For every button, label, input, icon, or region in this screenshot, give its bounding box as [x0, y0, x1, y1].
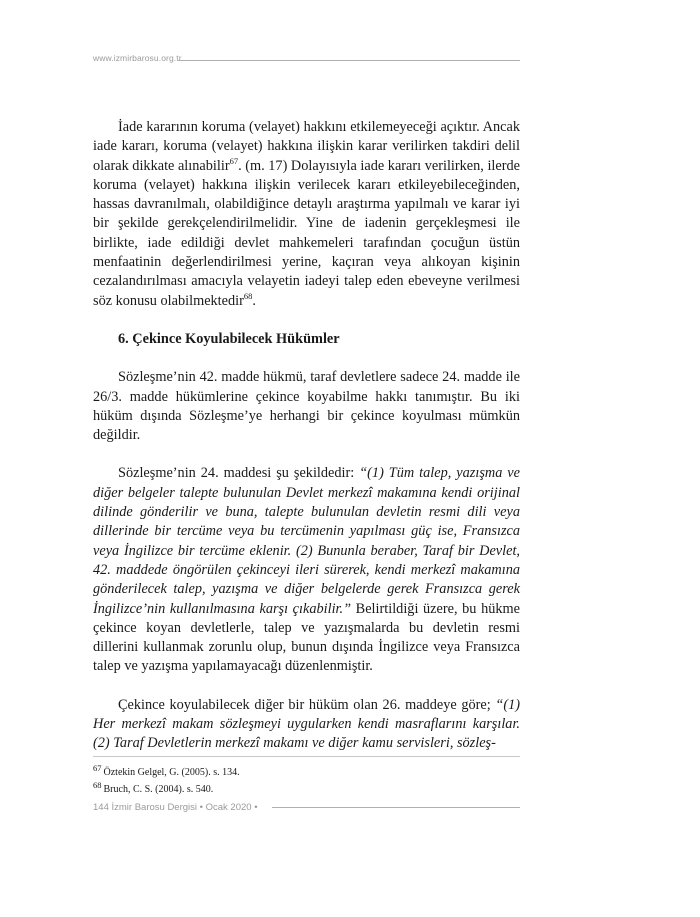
spacer [93, 445, 520, 464]
quoted-article-text: “(1) Tüm talep, yazışma ve diğer belgeler talepte bulunulan Devlet merkezî makamına kendi orijinal dilinde gönderilir ve buna, talepte bulunulan devletin resmi dili veya dillerinde bir tercüme veya bu tercümenin yapılması güç ise, Fransızca veya İngilizce bir tercüme eklenir. (2) Bununla beraber, Taraf bir Devlet, 42. maddede öngörülen çekinceyi ileri sürerek, kendi merkezî makamına gönderilecek talep, yazışma ve diğer belgelerde gerek Fransızca gerek İngilizce’nin kullanılmasına karşı çıkabilir.” [93, 465, 521, 617]
footer-divider [272, 807, 520, 808]
spacer [93, 349, 520, 368]
page-body [93, 118, 520, 754]
page-footer: 144 İzmir Barosu Dergisi • Ocak 2020 • [93, 802, 258, 813]
header-url: www.izmirbarosu.org.tr [93, 53, 182, 63]
paragraph-text: Sözleşme’nin 24. maddesi şu şekildedir: [118, 465, 360, 482]
paragraph-iade [93, 118, 520, 311]
paragraph-text: . [252, 292, 256, 309]
spacer [93, 311, 520, 330]
footnote-divider [93, 756, 520, 757]
footnote-ref-67[interactable]: 67 [229, 155, 239, 166]
footnote-ref-68[interactable]: 68 [243, 290, 253, 301]
paragraph-text: Çekince koyulabilecek diğer bir hüküm olan 26. maddeye göre; [118, 696, 496, 713]
paragraph-madde-26 [93, 696, 520, 754]
quoted-article-text: “(1) Her merkezî makam sözleşmeyi uygularken kendi masraflarını karşılar. (2) Taraf Devletlerin merkezî makamı ve diğer kamu servisleri, sözleş- [93, 696, 520, 752]
footnote-number: 67 [93, 762, 102, 773]
paragraph-text: İade kararının koruma (velayet) hakkını etkilemeyeceği açıktır. Ancak iade kararı, koruma (velayet) hakkına ilişkin karar verilirken takdiri delil olarak dikkate alınabilir [93, 119, 520, 174]
footnote-text: Bruch, C. S. (2004). s. 540. [103, 784, 214, 795]
footnotes [93, 764, 520, 798]
paragraph-text: Belirtildiği üzere, bu hükme çekince koyan devletlerle, talep ve yazışmalarda bu devletin resmi dillerini kullanmak zorunlu olup, bunun dışında İngilizce veya Fransızca talep ve yazışma yapılamayacağı düzenlenmiştir. [93, 600, 520, 675]
footnote-text: Öztekin Gelgel, G. (2005). s. 134. [103, 767, 240, 778]
paragraph-madde-42: Sözleşme’nin 42. madde hükmü, taraf devletlere sadece 24. madde ile 26/3. madde hükümlerine çekince koyabilme hakkı tanımıştır. Bu iki hüküm dışında Sözleşme’ye herhangi bir çekince koyulması mümkün değildir. [93, 369, 520, 444]
paragraph-text: . (m. 17) Dolayısıyla iade kararı verilirken, ilerde koruma (velayet) hakkına ilişkin verilecek kararı etkileyebileceğinden, hassas davranılmalı, olabildiğince detaylı araştırma yapılmalı ve karar iyi bir şekilde gerekçelendirilmelidir. Yine de iadenin gerçekleşmesi ile birlikte, iade edildiği devlet mahkemeleri tarafından çocuğun üstün menfaatinin değerlendirilmesi yerine, kaçıran veya alıkoyan kişinin cezalandırılması amacıyla velayetin iadeyi talep eden ebeveyne verilmesi söz konusu olabilmektedir [93, 157, 520, 309]
section-heading: 6. Çekince Koyulabilecek Hükümler [118, 330, 340, 347]
header-divider [178, 60, 520, 61]
footnote-item [93, 781, 520, 798]
footnote-number: 68 [93, 779, 102, 790]
spacer [93, 677, 520, 696]
footnote-item [93, 764, 520, 781]
paragraph-madde-24 [93, 464, 520, 676]
